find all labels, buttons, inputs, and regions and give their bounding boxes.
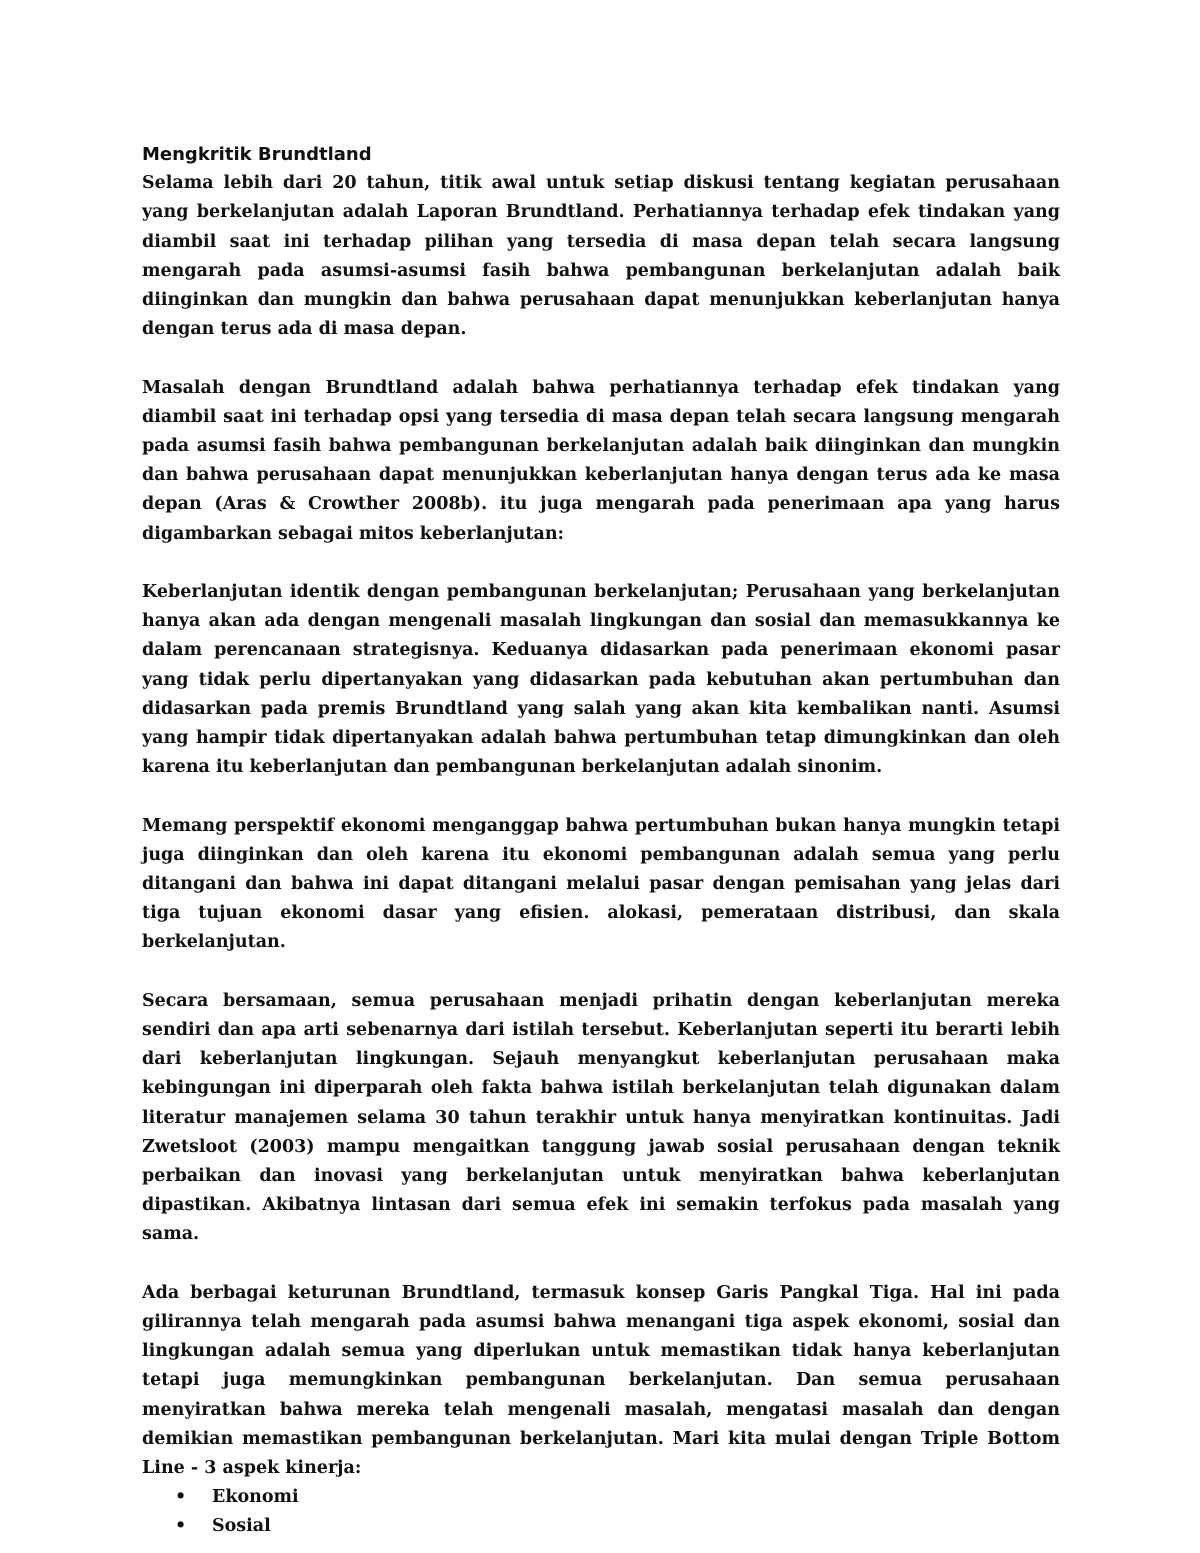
list-item [142,1483,1060,1512]
list-item [142,1512,1060,1541]
bullet-icon: • [175,1516,187,1537]
list-item-label: Ekonomi [212,1487,299,1508]
document-body [142,140,1060,1542]
bullet-icon: • [175,1487,187,1508]
paragraph-4: Memang perspektif ekonomi menganggap bahwa pertumbuhan bukan hanya mungkin tetapi juga diinginkan dan oleh karena itu ekonomi pembangunan adalah semua yang perlu ditangani dan bahwa ini dapat ditangani melalui pasar dengan pemisahan yang jelas dari tiga tujuan ekonomi dasar yang efisien. alokasi, pemerataan distribusi, dan skala berkelanjutan. [142,815,1060,953]
paragraph-1: Selama lebih dari 20 tahun, titik awal untuk setiap diskusi tentang kegiatan perusahaan yang berkelanjutan adalah Laporan Brundtland. Perhatiannya terhadap efek tindakan yang diambil saat ini terhadap pilihan yang tersedia di masa depan telah secara langsung mengarah pada asumsi-asumsi fasih bahwa pembangunan berkelanjutan adalah baik diinginkan dan mungkin dan bahwa perusahaan dapat menunjukkan keberlanjutan hanya dengan terus ada di masa depan. [142,173,1060,340]
paragraph-5: Secara bersamaan, semua perusahaan menjadi prihatin dengan keberlanjutan mereka sendiri dan apa arti sebenarnya dari istilah tersebut. Keberlanjutan seperti itu berarti lebih dari keberlanjutan lingkungan. Sejauh menyangkut keberlanjutan perusahaan maka kebingungan ini diperparah oleh fakta bahwa istilah berkelanjutan telah digunakan dalam literatur manajemen selama 30 tahun terakhir untuk hanya menyiratkan kontinuitas. Jadi Zwetsloot (2003) mampu mengaitkan tanggung jawab sosial perusahaan dengan teknik perbaikan dan inovasi yang berkelanjutan untuk menyiratkan bahwa keberlanjutan dipastikan. Akibatnya lintasan dari semua efek ini semakin terfokus pada masalah yang sama. [142,990,1060,1245]
bullet-list [142,1483,1060,1541]
paragraph-6: Ada berbagai keturunan Brundtland, termasuk konsep Garis Pangkal Tiga. Hal ini pada gilirannya telah mengarah pada asumsi bahwa menangani tiga aspek ekonomi, sosial dan lingkungan adalah semua yang diperlukan untuk memastikan tidak hanya keberlanjutan tetapi juga memungkinkan pembangunan berkelanjutan. Dan semua perusahaan menyiratkan bahwa mereka telah mengenali masalah, mengatasi masalah dan dengan demikian memastikan pembangunan berkelanjutan. Mari kita mulai dengan Triple Bottom Line - 3 aspek kinerja: [142,1282,1060,1479]
paragraph-3: Keberlanjutan identik dengan pembangunan berkelanjutan; Perusahaan yang berkelanjutan hanya akan ada dengan mengenali masalah lingkungan dan sosial dan memasukkannya ke dalam perencanaan strategisnya. Keduanya didasarkan pada penerimaan ekonomi pasar yang tidak perlu dipertanyakan yang didasarkan pada kebutuhan akan pertumbuhan dan didasarkan pada premis Brundtland yang salah yang akan kita kembalikan nanti. Asumsi yang hampir tidak dipertanyakan adalah bahwa pertumbuhan tetap dimungkinkan dan oleh karena itu keberlanjutan dan pembangunan berkelanjutan adalah sinonim. [142,582,1060,778]
document-title: Mengkritik Brundtland [142,144,372,165]
list-item-label: Sosial [212,1516,271,1537]
paragraph-2: Masalah dengan Brundtland adalah bahwa perhatiannya terhadap efek tindakan yang diambil saat ini terhadap opsi yang tersedia di masa depan telah secara langsung mengarah pada asumsi fasih bahwa pembangunan berkelanjutan adalah baik diinginkan dan mungkin dan bahwa perusahaan dapat menunjukkan keberlanjutan hanya dengan terus ada ke masa depan (Aras & Crowther 2008b). itu juga mengarah pada penerimaan apa yang harus digambarkan sebagai mitos keberlanjutan: [142,377,1060,544]
